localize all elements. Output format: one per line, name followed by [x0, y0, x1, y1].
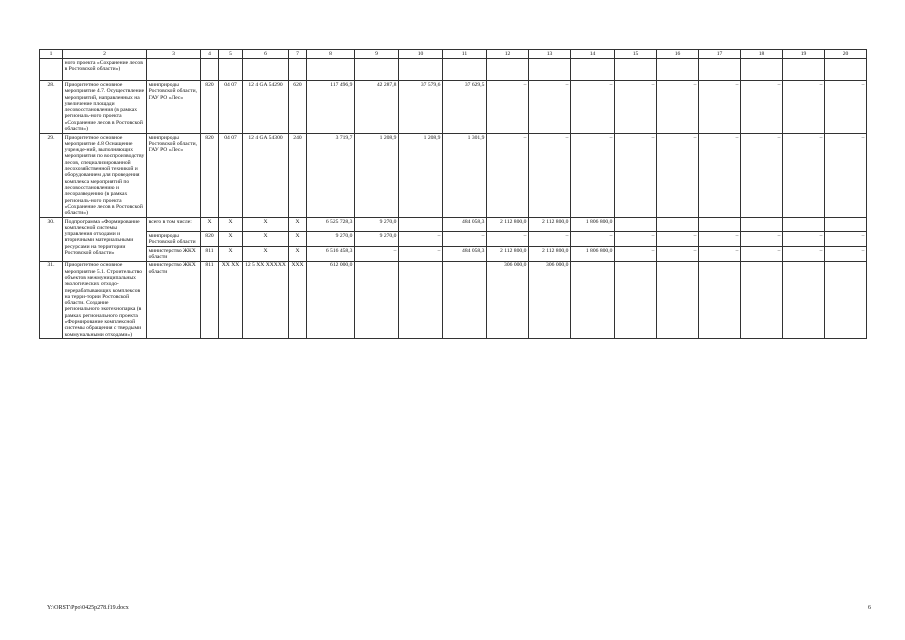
table-row-cell: 1 806 800,0	[571, 217, 615, 231]
table-row-cell: X	[289, 232, 307, 247]
table-row-cell: 6 516 458,3	[307, 246, 355, 261]
table-row-cell: министерство ЖКХ области	[147, 261, 201, 339]
table-row-cell: –	[615, 246, 657, 261]
header-row-cell: 5	[219, 50, 243, 59]
table-row-cell: –	[657, 81, 699, 134]
continuation-row-cell	[487, 59, 529, 81]
continuation-row-cell	[615, 59, 657, 81]
continuation-row-cell	[243, 59, 289, 81]
table-row-cell: –	[825, 246, 867, 261]
table-row-cell: –	[615, 81, 657, 134]
table-row-cell: –	[529, 232, 571, 247]
table-row-cell: –	[529, 133, 571, 217]
table-row-cell: –	[783, 81, 825, 134]
table-row-cell	[355, 261, 399, 339]
header-row-cell: 6	[243, 50, 289, 59]
table-row-cell	[399, 217, 443, 231]
table-row-cell: 31.	[40, 261, 63, 339]
table-row-cell: XXX	[289, 261, 307, 339]
table-row-cell: X	[219, 246, 243, 261]
table-row-cell: X	[243, 232, 289, 247]
table-row-cell: 2 112 800,0	[487, 217, 529, 231]
table-row	[40, 217, 867, 231]
page-number: 6	[868, 605, 871, 611]
header-row-cell: 15	[615, 50, 657, 59]
table-row-cell: X	[201, 217, 219, 231]
table-row-cell: 240	[289, 133, 307, 217]
table-row-cell: 12 4 GA 54300	[243, 133, 289, 217]
continuation-row-cell	[399, 59, 443, 81]
table-row-cell: 12 5 XX XXXXX	[243, 261, 289, 339]
header-row-cell: 10	[399, 50, 443, 59]
program-name: Подпрограмма «Формирование комплексной системы управления отходами и вторичными материальными ресурсами на территории Ростовской области»	[63, 217, 147, 261]
table-row-cell	[399, 261, 443, 339]
header-row-cell: 14	[571, 50, 615, 59]
table-row-cell: 9 270,0	[355, 217, 399, 231]
table-row	[40, 133, 867, 217]
table-row-cell: 9 270,0	[355, 232, 399, 247]
table-row-cell: X	[219, 217, 243, 231]
table-row-cell: 811	[201, 261, 219, 339]
table-row-cell: –	[615, 133, 657, 217]
table-row-cell: X	[219, 232, 243, 247]
table-row-cell: Приоритетное основное мероприятие 4.7. Осуществление мероприятий, направленных на увеличение площади лесовосстановления (в рамках региональ-ного проекта «Сохранение лесов в Ростовской области»)	[63, 81, 147, 134]
table-row-cell: 1 208,9	[399, 133, 443, 217]
table-row-cell: 2 112 800,0	[529, 217, 571, 231]
table-row-cell	[699, 217, 741, 231]
table-row-cell	[825, 261, 867, 339]
continuation-row-cell	[529, 59, 571, 81]
continuation-row-cell	[571, 59, 615, 81]
table-row-cell: 820	[201, 81, 219, 134]
table-row-cell: –	[399, 232, 443, 247]
table-row-cell: 28.	[40, 81, 63, 134]
table-row-cell: 1 301,9	[443, 133, 487, 217]
table-row-cell: –	[783, 133, 825, 217]
table-row-cell: –	[825, 81, 867, 134]
table-row-cell	[699, 261, 741, 339]
table-row-cell: 37 629,5	[443, 81, 487, 134]
table-row-cell: –	[741, 246, 783, 261]
header-row-cell: 7	[289, 50, 307, 59]
table-row-cell	[615, 261, 657, 339]
continuation-row-cell	[201, 59, 219, 81]
table-row-cell: –	[487, 133, 529, 217]
table-row-cell: –	[825, 232, 867, 247]
table-row-cell: 9 270,0	[307, 232, 355, 247]
header-row-cell: 4	[201, 50, 219, 59]
table-row-cell: XX XX	[219, 261, 243, 339]
table-row-cell: –	[571, 133, 615, 217]
table-row	[40, 232, 867, 247]
table-row-cell: минприроды Ростовской области, ГАУ РО «Лес»	[147, 133, 201, 217]
table-row-cell: –	[783, 232, 825, 247]
table-row	[40, 81, 867, 134]
row-number: 30.	[40, 217, 63, 261]
table-row-cell: Приоритетное основное мероприятие 4.8 Оснащение учрежде-ний, выполняющих мероприятия по воспроизводству лесов, специализированной лесохозяйственной техникой и оборудованием для проведения комплекса мероприятий по лесовосстановлению и лесоразведению (в рамках региональ-ного проекта «Сохранение лесов в Ростовской области»)	[63, 133, 147, 217]
table-row-cell: –	[783, 246, 825, 261]
table-row-cell: 117 496,9	[307, 81, 355, 134]
continuation-row-cell	[307, 59, 355, 81]
header-row-cell: 1	[40, 50, 63, 59]
table-row-cell	[741, 261, 783, 339]
table-row-cell: 2 112 800,0	[487, 246, 529, 261]
table-row-cell: министерство ЖКХ области	[147, 246, 201, 261]
header-row-cell: 20	[825, 50, 867, 59]
table-row-cell	[657, 217, 699, 231]
header-row-cell: 3	[147, 50, 201, 59]
table-row-cell: минприроды Ростовской области, ГАУ РО «Лес»	[147, 81, 201, 134]
continuation-row-cell: ного проекта «Сохранение лесов в Ростовской области»)	[63, 59, 147, 81]
table-row-cell	[825, 217, 867, 231]
table-row-cell: 29.	[40, 133, 63, 217]
table-row-cell: –	[699, 81, 741, 134]
table-row-cell: 1 208,9	[355, 133, 399, 217]
table-row-cell: 3 719,7	[307, 133, 355, 217]
table-row-cell: –	[487, 232, 529, 247]
table-row-cell	[615, 217, 657, 231]
table-row-cell: X	[243, 217, 289, 231]
header-row-cell: 18	[741, 50, 783, 59]
table-row-cell	[783, 217, 825, 231]
continuation-row-cell	[825, 59, 867, 81]
table-row-cell: –	[699, 232, 741, 247]
table-row-cell: 6 525 728,3	[307, 217, 355, 231]
table-row-cell: Приоритетное основное мероприятие 5.1. Строительство объектов межмуниципальных экологических отходо-перерабатывающих комплексов на терри-тории Ростовской области. Создание регионального экотехнопарка (в рамках регионального проекта «Формирование комплексной системы обращения с твердыми коммунальными отходами»)	[63, 261, 147, 339]
table-row-cell	[443, 261, 487, 339]
header-row-cell: 2	[63, 50, 147, 59]
table-row-cell: 306 000,0	[529, 261, 571, 339]
continuation-row-cell	[289, 59, 307, 81]
header-row	[40, 50, 867, 59]
continuation-row-cell	[783, 59, 825, 81]
header-row-cell: 9	[355, 50, 399, 59]
header-row-cell: 17	[699, 50, 741, 59]
header-row-cell: 13	[529, 50, 571, 59]
header-row-cell: 8	[307, 50, 355, 59]
header-row-cell: 16	[657, 50, 699, 59]
table-row-cell: –	[529, 81, 571, 134]
continuation-row	[40, 59, 867, 81]
table-row-cell: 2 112 800,0	[529, 246, 571, 261]
table-row-cell: 620	[289, 81, 307, 134]
table-row-cell: –	[355, 246, 399, 261]
table-row-cell: –	[487, 81, 529, 134]
table-row-cell: –	[399, 246, 443, 261]
table-row-cell	[741, 217, 783, 231]
header-row-cell: 11	[443, 50, 487, 59]
header-row-cell: 19	[783, 50, 825, 59]
table-row-cell: –	[699, 133, 741, 217]
table-row-cell: 820	[201, 133, 219, 217]
table-row-cell: –	[657, 133, 699, 217]
table-row-cell: –	[699, 246, 741, 261]
table-row-cell: минприроды Ростовской области	[147, 232, 201, 247]
table-row-cell: 306 000,0	[487, 261, 529, 339]
table-row-cell: X	[289, 246, 307, 261]
continuation-row-cell	[219, 59, 243, 81]
table-row-cell: 612 000,0	[307, 261, 355, 339]
table-row-cell: 04 07	[219, 81, 243, 134]
budget-table	[39, 49, 867, 339]
continuation-row-cell	[355, 59, 399, 81]
continuation-row-cell	[699, 59, 741, 81]
table-row-cell: –	[825, 133, 867, 217]
table-row-cell	[657, 261, 699, 339]
table-row-cell: 811	[201, 246, 219, 261]
footer-file-path: Y:\ORST\Ppo\0425p278.f19.docx	[47, 605, 129, 611]
table-row-cell: –	[571, 81, 615, 134]
table-row-cell: 37 579,6	[399, 81, 443, 134]
header-row-cell: 12	[487, 50, 529, 59]
table-row-cell: X	[243, 246, 289, 261]
table-row-cell: 42 287,8	[355, 81, 399, 134]
table-row-cell: 04 07	[219, 133, 243, 217]
table-row	[40, 246, 867, 261]
continuation-row-cell	[147, 59, 201, 81]
continuation-row-cell	[657, 59, 699, 81]
table-row-cell: 1 806 800,0	[571, 246, 615, 261]
table-row-cell: 484 058,3	[443, 217, 487, 231]
continuation-row-cell	[741, 59, 783, 81]
table-row-cell: –	[657, 246, 699, 261]
table-row-cell: –	[741, 232, 783, 247]
table-row-cell: –	[657, 232, 699, 247]
table-row	[40, 261, 867, 339]
table-row-cell	[783, 261, 825, 339]
table-row-cell: 820	[201, 232, 219, 247]
table-row-cell: всего в том числе:	[147, 217, 201, 231]
continuation-row-cell	[443, 59, 487, 81]
table-row-cell: 484 058,3	[443, 246, 487, 261]
table-row-cell: –	[615, 232, 657, 247]
table-row-cell: –	[741, 81, 783, 134]
table-row-cell: –	[741, 133, 783, 217]
table-row-cell: 12 4 GA 54290	[243, 81, 289, 134]
table-row-cell: –	[443, 232, 487, 247]
table-row-cell: X	[289, 217, 307, 231]
table-row-cell	[571, 261, 615, 339]
table-row-cell: –	[571, 232, 615, 247]
continuation-row-cell	[40, 59, 63, 81]
